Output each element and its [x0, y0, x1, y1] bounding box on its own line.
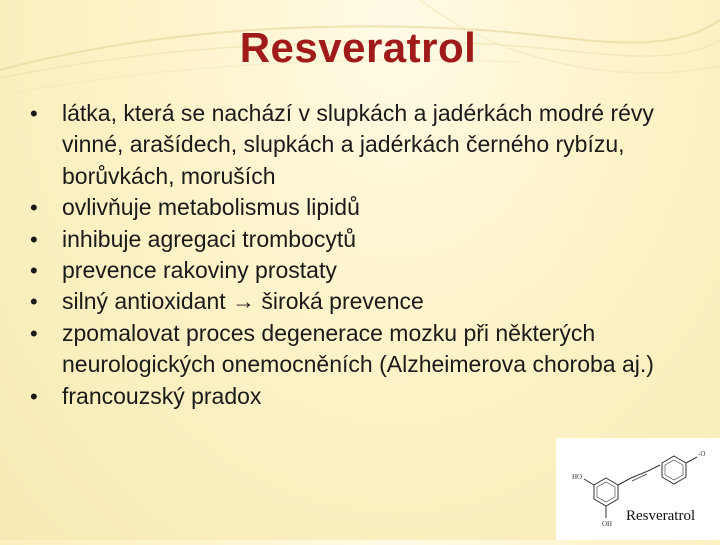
bullet-list	[30, 98, 670, 412]
bullet-item: • inhibuje agregaci trombocytů	[30, 224, 670, 255]
bullet-item: • prevence rakoviny prostaty	[30, 255, 670, 286]
figure-caption: Resveratrol	[626, 508, 696, 524]
slide-title	[0, 24, 720, 72]
bullet-item: • silný antioxidant → široká prevence	[30, 286, 670, 317]
atom-label: -O	[698, 450, 706, 458]
resveratrol-structure-figure	[556, 438, 720, 540]
atom-label: HO	[572, 473, 583, 481]
bullet-item: • ovlivňuje metabolismus lipidů	[30, 192, 670, 223]
atom-label: OH	[602, 520, 613, 528]
bullet-item: • látka, která se nachází v slupkách a jadérkách modré révy vinné, arašídech, slupkách a jadérkách černého rybízu, borůvkách, moruších	[30, 98, 670, 192]
slide-title-text: Resveratrol	[239, 24, 477, 71]
bullet-item: • francouzský pradox	[30, 381, 670, 412]
bullet-item: • zpomalovat proces degenerace mozku při některých neurologických onemocněních (Alzheimerova choroba aj.)	[30, 318, 670, 381]
